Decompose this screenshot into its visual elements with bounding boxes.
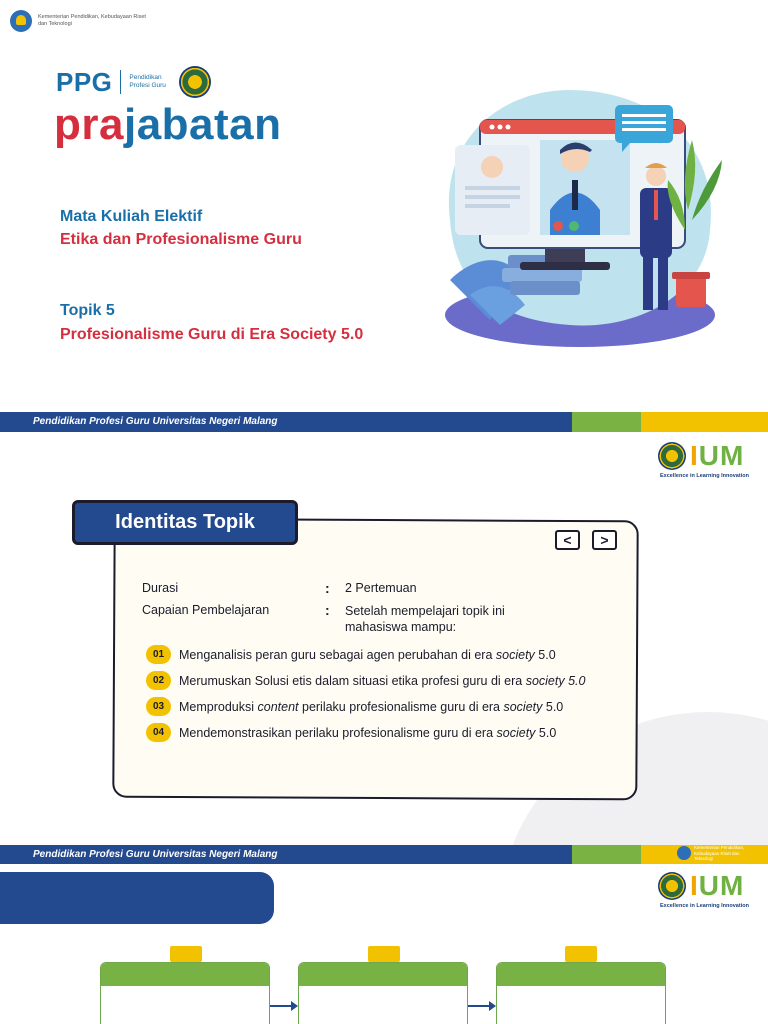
um-wordmark: IUM	[690, 870, 745, 901]
step-tab	[170, 946, 202, 962]
duration-colon: :	[325, 580, 330, 596]
um-tagline: Excellence in Learning Innovation	[660, 903, 749, 909]
duration-value: 2 Pertemuan	[345, 581, 417, 595]
topic-identity-slide	[0, 432, 768, 864]
course-label: Mata Kuliah Elektif	[60, 208, 203, 225]
footer-bar	[0, 845, 768, 865]
online-teaching-illustration-icon	[430, 80, 730, 350]
ministry-logo-icon	[10, 10, 32, 32]
topic-label: Topik 5	[60, 302, 115, 319]
ministry-header	[10, 10, 148, 32]
next-button[interactable]: >	[592, 530, 617, 550]
footer-text: Pendidikan Profesi Guru Universitas Negeri Malang	[33, 416, 278, 427]
um-wordmark: IUM	[690, 440, 745, 471]
step-tab	[368, 946, 400, 962]
goal-item	[146, 723, 556, 742]
um-seal-icon	[179, 66, 211, 98]
step-box	[100, 962, 270, 1024]
ministry-logo-icon	[677, 846, 691, 860]
duration-label: Durasi	[142, 581, 179, 595]
program-title-part1: pra	[54, 100, 124, 149]
ministry-name: Kementerian Pendidikan, Kebudayaan Riset dan Teknologi	[38, 14, 146, 27]
program-title	[54, 100, 282, 150]
topic-name: Profesionalisme Guru di Era Society 5.0	[60, 326, 364, 343]
goal-number-badge: 04	[146, 723, 171, 742]
prev-button[interactable]: <	[555, 530, 580, 550]
step-tab	[565, 946, 597, 962]
program-title-part2: jabatan	[123, 100, 282, 149]
outcome-label: Capaian Pembelajaran	[142, 603, 270, 617]
step-box	[496, 962, 666, 1024]
step-box	[298, 962, 468, 1024]
goal-text: Menganalisis peran guru sebagai agen perubahan di era society 5.0	[179, 647, 556, 662]
ppg-label: PPG	[56, 66, 113, 97]
goal-number-badge: 03	[146, 697, 171, 716]
ppg-brand	[56, 66, 211, 98]
outcome-value: Setelah mempelajari topik ini mahasiswa mampu:	[345, 604, 505, 634]
section-header-tab	[0, 872, 274, 924]
footer-text: Pendidikan Profesi Guru Universitas Negeri Malang	[33, 849, 278, 860]
course-name: Etika dan Profesionalisme Guru	[60, 231, 302, 248]
goal-item	[146, 671, 585, 690]
brand-divider	[120, 70, 121, 94]
um-seal-icon	[658, 872, 686, 900]
ministry-mini-text: Kementerian Pendidikan, Kebudayaan Riset dan Teknologi	[694, 845, 745, 861]
goal-item	[146, 645, 556, 664]
outcome-colon: :	[325, 602, 330, 618]
flow-slide	[0, 864, 768, 1024]
ministry-mini-logo	[677, 845, 754, 862]
title-slide	[0, 0, 768, 432]
goal-text: Memproduksi content perilaku profesionalisme guru di era society 5.0	[179, 699, 564, 714]
goal-number-badge: 02	[146, 671, 171, 690]
um-tagline: Excellence in Learning Innovation	[660, 473, 749, 479]
goal-text: Merumuskan Solusi etis dalam situasi etika profesi guru di era society 5.0	[179, 673, 586, 688]
slide-navigation	[555, 530, 617, 550]
goal-number-badge: 01	[146, 645, 171, 664]
flow-arrow-icon	[468, 1005, 494, 1007]
identity-header: Identitas Topik	[72, 500, 298, 545]
um-logo	[658, 872, 758, 916]
goal-text: Mendemonstrasikan perilaku profesionalisme guru di era society 5.0	[179, 725, 557, 740]
flow-arrow-icon	[270, 1005, 296, 1007]
um-logo	[658, 442, 758, 486]
goal-item	[146, 697, 563, 716]
footer-bar	[0, 412, 768, 432]
um-seal-icon	[658, 442, 686, 470]
ppg-subtitle: Pendidikan Profesi Guru	[129, 74, 166, 89]
